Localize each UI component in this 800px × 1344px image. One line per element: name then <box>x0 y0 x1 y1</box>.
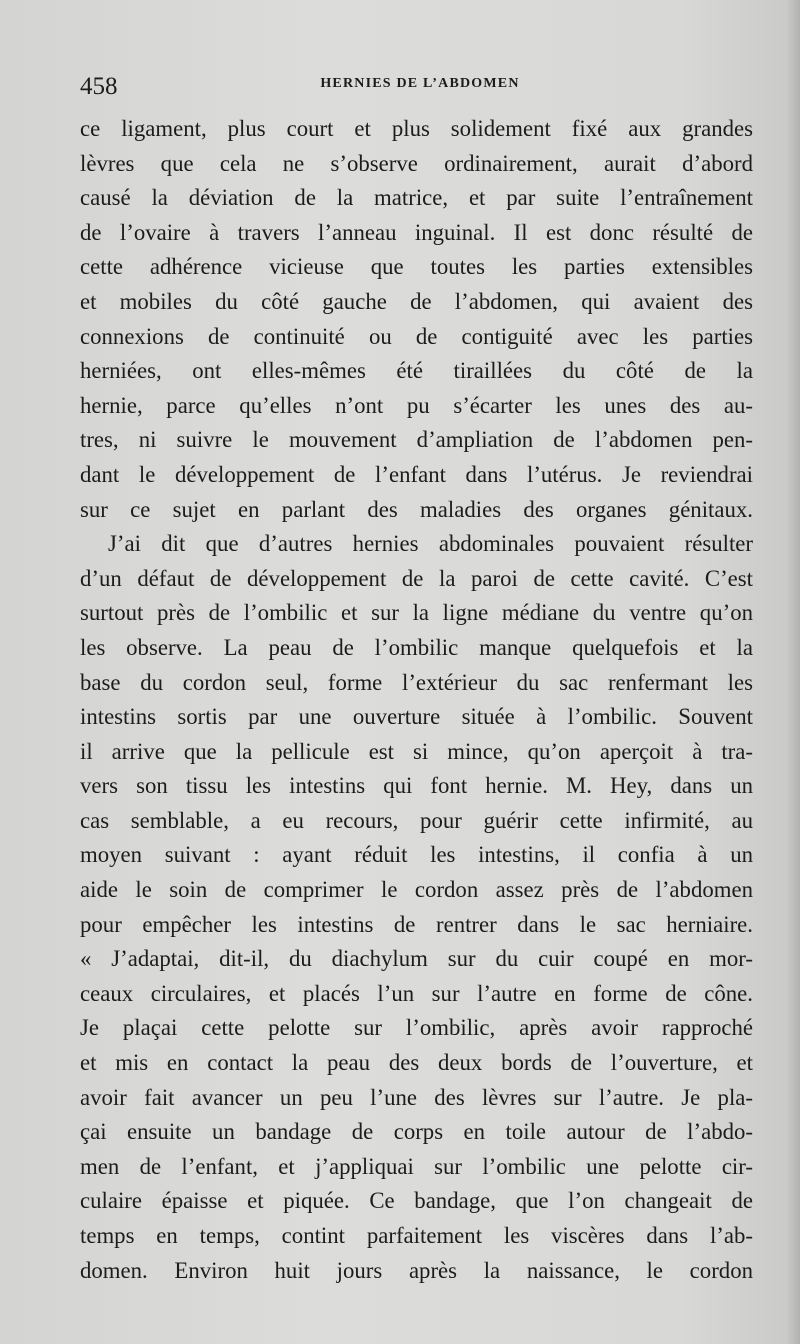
text-line: et mis en contact la peau des deux bords de l’ouverture, et <box>80 1050 753 1076</box>
text-line: Je plaçai cette pelotte sur l’ombilic, après avoir rapproché <box>80 1015 753 1041</box>
text-line: vers son tissu les intestins qui font hernie. M. Hey, dans un <box>80 773 753 799</box>
text-line: causé la déviation de la matrice, et par suite l’entraînement <box>80 185 753 211</box>
text-line: dant le développement de l’enfant dans l’utérus. Je reviendrai <box>80 461 753 487</box>
text-line: surtout près de l’ombilic et sur la ligne médiane du ventre qu’on <box>80 600 753 626</box>
text-line: herniées, ont elles-mêmes été tiraillées du côté de la <box>80 358 753 384</box>
text-line: de l’ovaire à travers l’anneau inguinal. Il est donc résulté de <box>80 219 753 245</box>
text-line: culaire épaisse et piquée. Ce bandage, que l’on changeait de <box>80 1188 753 1214</box>
text-line: il arrive que la pellicule est si mince, qu’on aperçoit à tra- <box>80 738 753 764</box>
text-line: J’ai dit que d’autres hernies abdominales pouvaient résulter <box>108 531 753 557</box>
text-line: pour empêcher les intestins de rentrer dans le sac herniaire. <box>80 911 753 937</box>
page-number: 458 <box>80 73 118 100</box>
text-line: les observe. La peau de l’ombilic manque quelquefois et la <box>80 634 753 660</box>
body-text <box>80 112 753 1288</box>
text-line: cas semblable, a eu recours, pour guérir cette infirmité, au <box>80 807 753 833</box>
text-line: et mobiles du côté gauche de l’abdomen, qui avaient des <box>80 288 753 314</box>
text-line: d’un défaut de développement de la paroi de cette cavité. C’est <box>80 565 753 591</box>
text-line: lèvres que cela ne s’observe ordinairement, aurait d’abord <box>80 150 753 176</box>
text-line: hernie, parce qu’elles n’ont pu s’écarter les unes des au- <box>80 392 753 418</box>
running-title: HERNIES DE L’ABDOMEN <box>320 76 520 91</box>
text-line: tres, ni suivre le mouvement d’ampliation de l’abdomen pen- <box>80 427 753 453</box>
text-line: base du cordon seul, forme l’extérieur du sac renfermant les <box>80 669 753 695</box>
text-line: temps en temps, contint parfaitement les viscères dans l’ab- <box>80 1223 753 1248</box>
text-line: cette adhérence vicieuse que toutes les parties extensibles <box>80 254 753 280</box>
text-line: ceaux circulaires, et placés l’un sur l’autre en forme de cône. <box>80 980 753 1006</box>
text-line: « J’adaptai, dit-il, du diachylum sur du cuir coupé en mor- <box>80 946 753 972</box>
text-line: sur ce sujet en parlant des maladies des organes génitaux. <box>80 496 753 522</box>
text-line: moyen suivant : ayant réduit les intestins, il confia à un <box>80 842 753 868</box>
text-line: intestins sortis par une ouverture située à l’ombilic. Souvent <box>80 704 753 730</box>
page-header <box>80 72 760 106</box>
text-line: domen. Environ huit jours après la naissance, le cordon <box>80 1257 753 1283</box>
page-edge-shadow <box>786 0 800 1344</box>
text-line: çai ensuite un bandage de corps en toile autour de l’abdo- <box>80 1119 753 1145</box>
text-line: avoir fait avancer un peu l’une des lèvres sur l’autre. Je pla- <box>80 1084 753 1110</box>
text-line: men de l’enfant, et j’appliquai sur l’ombilic une pelotte cir- <box>80 1153 753 1179</box>
text-line: connexions de continuité ou de contiguité avec les parties <box>80 323 753 349</box>
text-line: aide le soin de comprimer le cordon assez près de l’abdomen <box>80 877 753 903</box>
text-line: ce ligament, plus court et plus solidement fixé aux grandes <box>80 116 753 141</box>
